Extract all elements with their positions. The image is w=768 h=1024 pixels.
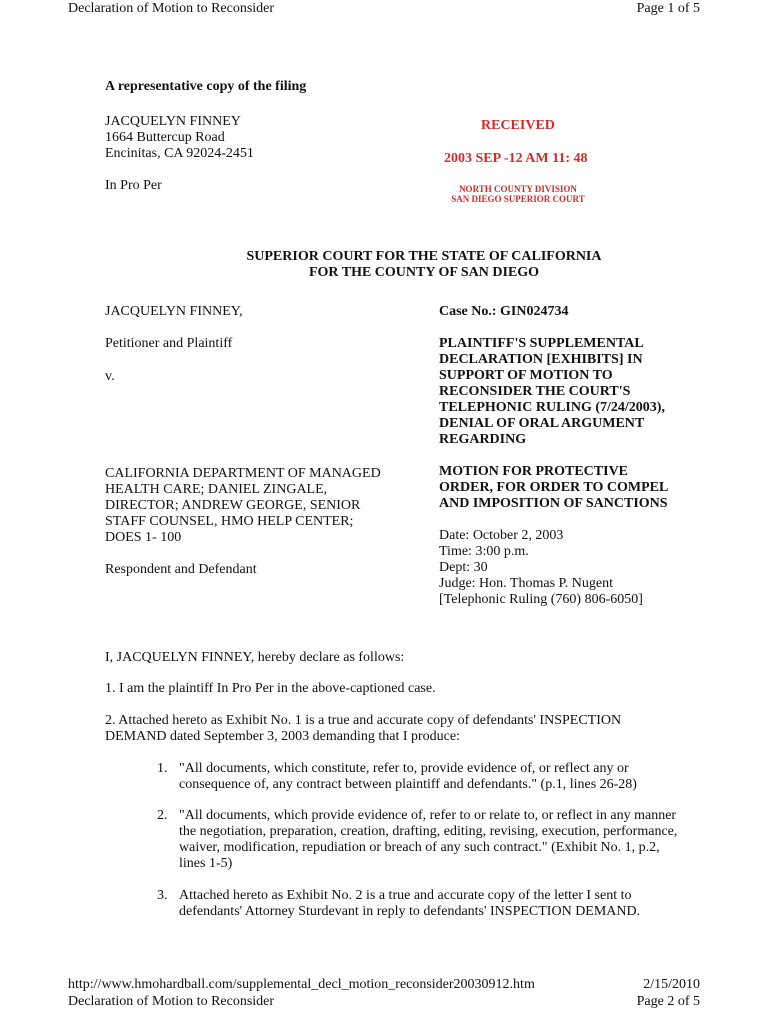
motion-title-line: MOTION FOR PROTECTIVE: [439, 464, 629, 479]
list-item-number: 1.: [157, 761, 168, 776]
telephonic-ruling: [Telephonic Ruling (760) 806-6050]: [439, 592, 643, 607]
document-title-line: RECONSIDER THE COURT'S: [439, 384, 631, 399]
court-division-stamp: [438, 184, 598, 204]
footer-url[interactable]: http://www.hmohardball.com/supplemental_decl_motion_reconsider20030912.htm: [68, 977, 535, 992]
motion-title-line: AND IMPOSITION OF SANCTIONS: [439, 496, 668, 511]
list-item-line: defendants' Attorney Sturdevant in reply to defendants' INSPECTION DEMAND.: [179, 904, 641, 919]
in-pro-per-label: In Pro Per: [105, 178, 162, 193]
defendant-line: HEALTH CARE; DANIEL ZINGALE,: [105, 482, 328, 497]
defendant-role: Respondent and Defendant: [105, 562, 257, 577]
case-number: Case No.: GIN024734: [439, 304, 569, 319]
list-item-text: [179, 888, 640, 920]
received-datetime: 2003 SEP -12 AM 11: 48: [444, 151, 588, 166]
address-line: 1664 Buttercup Road: [105, 130, 225, 145]
list-item-number: 2.: [157, 808, 168, 823]
stamp-division: NORTH COUNTY DIVISION: [459, 184, 577, 194]
received-stamp: RECEIVED: [481, 118, 555, 133]
list-item-line: Attached hereto as Exhibit No. 2 is a true and accurate copy of the letter I sent to: [179, 888, 632, 903]
hearing-date: Date: October 2, 2003: [439, 528, 564, 543]
document-title-line: PLAINTIFF'S SUPPLEMENTAL: [439, 336, 644, 351]
footer-date: 2/15/2010: [643, 977, 700, 992]
hearing-info-block: [439, 528, 643, 608]
next-page-number: Page 2 of 5: [636, 994, 700, 1009]
motion-title-line: ORDER, FOR ORDER TO COMPEL: [439, 480, 669, 495]
document-title-line: SUPPORT OF MOTION TO: [439, 368, 613, 383]
hearing-judge: Judge: Hon. Thomas P. Nugent: [439, 576, 613, 591]
list-item-line: lines 1-5): [179, 856, 233, 871]
defendant-line: STAFF COUNSEL, HMO HELP CENTER;: [105, 514, 354, 529]
representative-copy-caption: A representative copy of the filing: [105, 79, 307, 94]
plaintiff-name: JACQUELYN FINNEY,: [105, 304, 243, 319]
address-line: Encinitas, CA 92024-2451: [105, 146, 254, 161]
stamp-court: SAN DIEGO SUPERIOR COURT: [451, 194, 585, 204]
header-page-number: Page 1 of 5: [636, 1, 700, 16]
list-item-line: the negotiation, preparation, creation, drafting, editing, revising, execution, performance,: [179, 824, 678, 839]
document-title-line: DECLARATION [EXHIBITS] IN: [439, 352, 643, 367]
list-item-text: [179, 808, 677, 872]
paragraph-line: 2. Attached hereto as Exhibit No. 1 is a true and accurate copy of defendants' INSPECTION: [105, 713, 622, 728]
document-title-line: REGARDING: [439, 432, 527, 447]
court-title-line: SUPERIOR COURT FOR THE STATE OF CALIFORNIA: [246, 249, 602, 264]
list-item-line: "All documents, which constitute, refer to, provide evidence of, or reflect any or: [179, 761, 629, 776]
court-title-line: FOR THE COUNTY OF SAN DIEGO: [308, 265, 540, 280]
next-page-header-title: Declaration of Motion to Reconsider: [68, 994, 275, 1009]
versus-label: v.: [105, 369, 115, 384]
declaration-opening: I, JACQUELYN FINNEY, hereby declare as follows:: [105, 650, 405, 665]
document-title-line: DENIAL OF ORAL ARGUMENT: [439, 416, 645, 431]
defendant-line: DOES 1- 100: [105, 530, 182, 545]
defendants-block: [105, 466, 381, 546]
defendant-line: DIRECTOR; ANDREW GEORGE, SENIOR: [105, 498, 361, 513]
document-title-line: TELEPHONIC RULING (7/24/2003),: [439, 400, 665, 415]
list-item-text: [179, 761, 637, 793]
plaintiff-role: Petitioner and Plaintiff: [105, 336, 233, 351]
list-item-line: "All documents, which provide evidence of, refer to or relate to, or reflect in any manner: [179, 808, 677, 823]
list-item-line: consequence of, any contract between plaintiff and defendants." (p.1, lines 26-28): [179, 777, 637, 792]
address-line: JACQUELYN FINNEY: [105, 114, 241, 129]
party-address-block: [105, 114, 254, 162]
declaration-paragraph-1: 1. I am the plaintiff In Pro Per in the above-captioned case.: [105, 681, 436, 696]
motion-title-block: [439, 464, 668, 512]
hearing-dept: Dept: 30: [439, 560, 488, 575]
document-title-block: [439, 336, 665, 448]
list-item-line: waiver, modification, repudiation or breach of any such contract." (Exhibit No. 1, p.2,: [179, 840, 660, 855]
defendant-line: CALIFORNIA DEPARTMENT OF MANAGED: [105, 466, 381, 481]
court-title: [150, 249, 698, 281]
header-title: Declaration of Motion to Reconsider: [68, 1, 275, 16]
declaration-paragraph-2: [105, 713, 621, 745]
paragraph-line: DEMAND dated September 3, 2003 demanding that I produce:: [105, 729, 460, 744]
list-item-number: 3.: [157, 888, 168, 903]
hearing-time: Time: 3:00 p.m.: [439, 544, 529, 559]
